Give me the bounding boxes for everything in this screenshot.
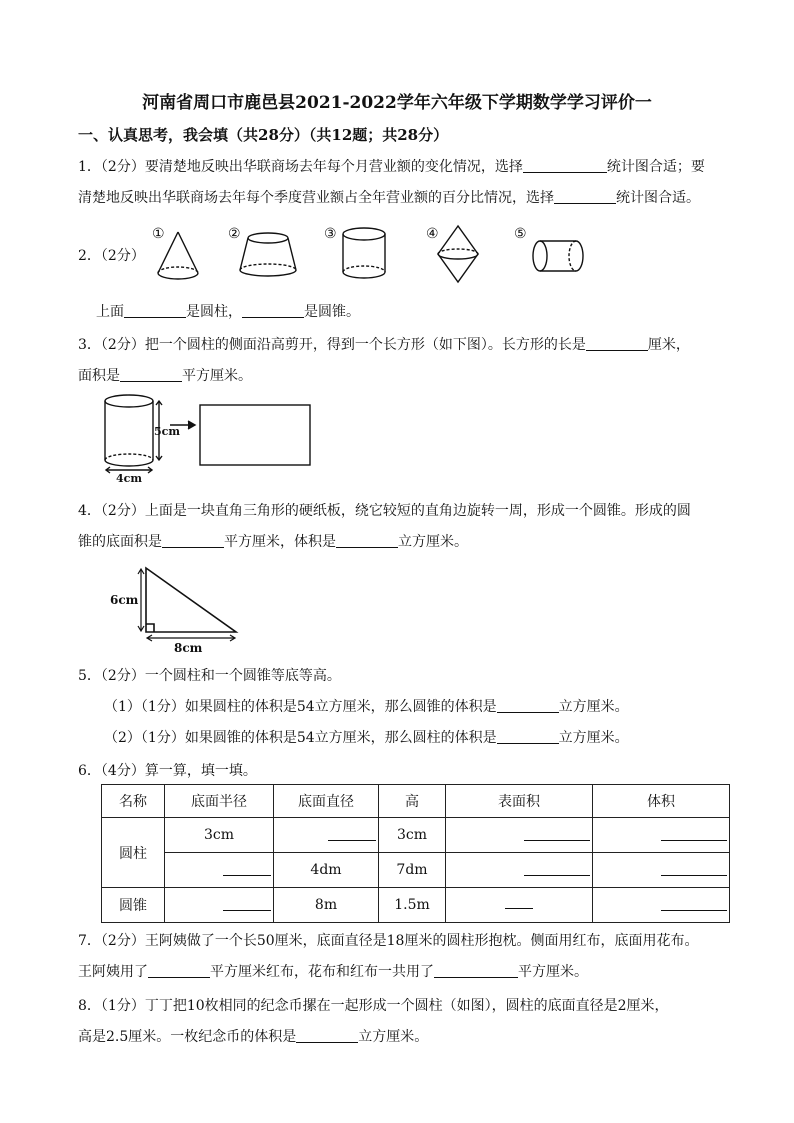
- question-8-number: 8．（1分）: [78, 998, 145, 1014]
- header-surface-area: 表面积: [446, 785, 593, 818]
- radius-cell: 3cm: [165, 818, 274, 853]
- question-5-line-1: 5．（2分）一个圆柱和一个圆锥等底等高。: [78, 668, 341, 684]
- frustum-icon: [248, 233, 288, 243]
- surface-area-cell: [446, 888, 593, 923]
- section-heading: 一、认真思考，我会填（共28分）（共12题；共28分）: [78, 126, 449, 144]
- lying-cylinder-icon: [533, 241, 547, 271]
- rectangle-shape: [200, 405, 310, 465]
- solid-label-3: ③: [324, 226, 337, 242]
- question-1-number: 1．（2分）: [78, 159, 145, 175]
- answer-blank[interactable]: [120, 367, 182, 382]
- question-6-line: 6．（4分）算一算，填一填。: [78, 763, 257, 779]
- question-5-part-2: （2）（1分）如果圆锥的体积是54立方厘米，那么圆柱的体积是 立方厘米。: [104, 730, 629, 746]
- question-3-number: 3．（2分）: [78, 337, 145, 353]
- question-1-line-2: 清楚地反映出华联商场去年每个季度营业额占全年营业额的百分比情况，选择 统计图合适。: [78, 190, 700, 206]
- question-3-line-2: 面积是 平方厘米。: [78, 368, 252, 384]
- answer-blank[interactable]: [586, 336, 648, 351]
- volume-cell[interactable]: [593, 888, 730, 923]
- radius-cell[interactable]: [165, 888, 274, 923]
- answer-blank[interactable]: [162, 533, 224, 548]
- table-header-row: [102, 785, 730, 818]
- surface-area-cell[interactable]: [446, 818, 593, 853]
- question-7-line-2: 王阿姨用了 平方厘米红布，花布和红布一共用了 平方厘米。: [78, 964, 588, 980]
- calculation-table: [101, 784, 730, 923]
- question-6-number: 6．（4分）: [78, 763, 145, 779]
- header-name: 名称: [102, 785, 165, 818]
- triangle-shape: [146, 568, 236, 632]
- radius-cell[interactable]: [165, 853, 274, 888]
- volume-cell[interactable]: [593, 853, 730, 888]
- table-row: [102, 888, 730, 923]
- answer-blank[interactable]: [148, 963, 210, 978]
- solid-label-5: ⑤: [514, 226, 527, 242]
- question-5-number: 5．（2分）: [78, 668, 145, 684]
- diameter-cell[interactable]: [274, 818, 379, 853]
- cone-cell: 圆锥: [102, 888, 165, 923]
- diameter-label: 4cm: [116, 472, 142, 485]
- double-cone-icon: [438, 226, 478, 282]
- question-4-number: 4．（2分）: [78, 503, 145, 519]
- question-5-part-1: （1）（1分）如果圆柱的体积是54立方厘米，那么圆锥的体积是 立方厘米。: [104, 699, 629, 715]
- table-row: [102, 853, 730, 888]
- solid-label-1: ①: [152, 226, 165, 242]
- height-cell: 1.5m: [379, 888, 446, 923]
- question-4-line-1: 4．（2分）上面是一块直角三角形的硬纸板，绕它较短的直角边旋转一周，形成一个圆锥。形成的圆: [78, 503, 691, 519]
- answer-blank[interactable]: [336, 533, 398, 548]
- side-label: 6cm: [110, 593, 139, 607]
- question-2-line: 上面 是圆柱， 是圆锥。: [96, 304, 360, 320]
- answer-blank[interactable]: [296, 1028, 358, 1043]
- right-triangle-figure: [108, 560, 248, 656]
- solid-label-4: ④: [426, 226, 439, 242]
- page-title: 河南省周口市鹿邑县2021-2022学年六年级下学期数学学习评价一: [142, 93, 652, 113]
- height-cell: 3cm: [379, 818, 446, 853]
- question-1-line-1: 1．（2分）要清楚地反映出华联商场去年每个月营业额的变化情况，选择 统计图合适；要: [78, 159, 705, 175]
- header-radius: 底面半径: [165, 785, 274, 818]
- answer-blank[interactable]: [124, 303, 186, 318]
- question-4-line-2: 锥的底面积是 平方厘米，体积是 立方厘米。: [78, 534, 468, 550]
- question-8-line-1: 8．（1分）丁丁把10枚相同的纪念币摞在一起形成一个圆柱（如图），圆柱的底面直径是2厘米，: [78, 998, 669, 1014]
- cylinder-cell: 圆柱: [102, 818, 165, 888]
- base-label: 8cm: [174, 641, 203, 655]
- height-label: 5cm: [154, 425, 180, 438]
- cylinder-icon: [105, 395, 153, 407]
- question-2-number: 2．（2分）: [78, 248, 145, 264]
- header-height: 高: [379, 785, 446, 818]
- question-7-number: 7．（2分）: [78, 933, 145, 949]
- question-8-line-2: 高是2.5厘米。一枚纪念币的体积是 立方厘米。: [78, 1029, 429, 1045]
- solid-label-2: ②: [228, 226, 241, 242]
- answer-blank[interactable]: [523, 158, 607, 173]
- answer-blank[interactable]: [497, 729, 559, 744]
- answer-blank[interactable]: [554, 189, 616, 204]
- question-7-line-1: 7．（2分）王阿姨做了一个长50厘米，底面直径是18厘米的圆柱形抱枕。侧面用红布，底面用花布。: [78, 933, 699, 949]
- table-row: [102, 818, 730, 853]
- volume-cell[interactable]: [593, 818, 730, 853]
- header-volume: 体积: [593, 785, 730, 818]
- solids-figure: [150, 218, 600, 290]
- cylinder-net-figure: [98, 390, 318, 485]
- answer-blank[interactable]: [434, 963, 518, 978]
- surface-area-cell[interactable]: [446, 853, 593, 888]
- answer-blank[interactable]: [242, 303, 304, 318]
- height-cell: 7dm: [379, 853, 446, 888]
- diameter-cell: 8m: [274, 888, 379, 923]
- header-diameter: 底面直径: [274, 785, 379, 818]
- diameter-cell: 4dm: [274, 853, 379, 888]
- question-3-line-1: 3．（2分）把一个圆柱的侧面沿高剪开，得到一个长方形（如下图）。长方形的长是 厘米，: [78, 337, 690, 353]
- cylinder-icon: [343, 228, 385, 240]
- answer-blank[interactable]: [497, 698, 559, 713]
